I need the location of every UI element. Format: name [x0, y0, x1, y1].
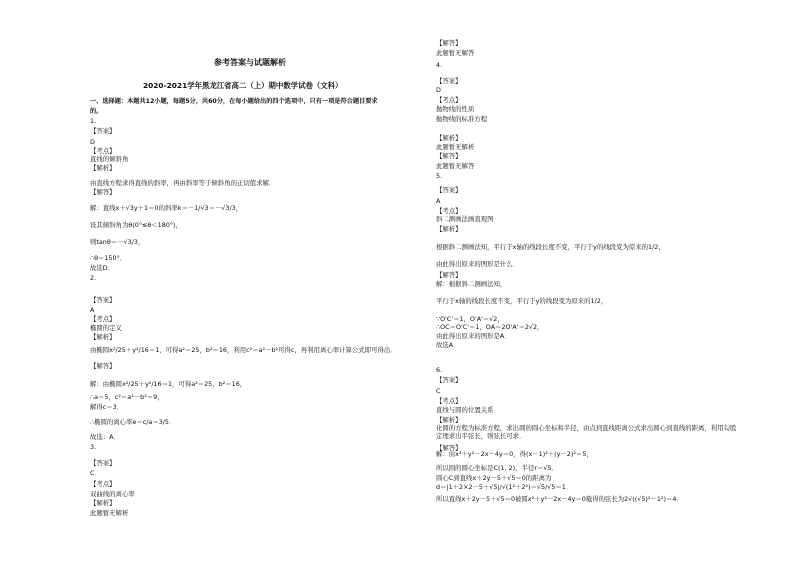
right-column-line: 【答案】: [436, 77, 462, 85]
left-column-line: 直线的倾斜角: [90, 155, 129, 163]
right-column-line: 斜二测画法画直观图: [436, 215, 494, 223]
right-column-line: A: [436, 197, 441, 205]
left-column-line: 【答案】: [90, 296, 116, 304]
right-column-line: 解：由x²＋y²－2x－4y＝0，得(x－1)²＋(y－2)²＝5，: [436, 450, 593, 458]
right-column-line: 【解答】: [436, 39, 462, 47]
right-column-line: 【解析】: [436, 134, 462, 142]
right-column-line: 定理求出半弦长，则弦长可求．: [436, 432, 526, 440]
right-column-line: 【考点】: [436, 207, 462, 215]
right-column-line: 【解析】: [436, 225, 462, 233]
right-column-line: 由此得出原来的图形是什么．: [436, 260, 520, 268]
left-column-line: 【答案】: [90, 127, 116, 135]
right-column-line: 6.: [436, 366, 443, 374]
right-column-line: ∵O'C'＝1，O'A'＝√2，: [436, 315, 504, 323]
left-column-line: 【解析】: [90, 499, 116, 507]
right-column-line: D: [436, 86, 441, 94]
left-column-line: 椭圆的定义: [90, 324, 122, 332]
right-column-line: 平行于x轴的线段长度不变，平行于y的线段变为原来的1/2，: [436, 297, 608, 305]
right-column-line: 【解答】: [436, 271, 462, 279]
left-column-line: ∴a＝5，c²＝a²－b²＝9，: [90, 393, 164, 401]
right-column-line: d＝|1＋2×2－5＋√5|/√(1²＋2²)＝√5/√5＝1．: [436, 483, 573, 491]
right-column-line: 4.: [436, 61, 443, 69]
exam-subtitle: 2020-2021学年黑龙江省高二（上）期中数学试卷（文科）: [143, 81, 343, 90]
right-column-line: 此题暂无解答: [436, 49, 475, 57]
right-column-line: 由此得出原来的图形是A．: [436, 332, 511, 340]
left-column-line: 2.: [90, 274, 97, 282]
right-column-line: 【解析】: [436, 416, 462, 424]
right-column-line: 此题暂无解析: [436, 143, 475, 151]
right-column-line: 抛物线的性质: [436, 105, 475, 113]
left-column-line: 故选：A．: [90, 433, 120, 441]
right-column-line: 5.: [436, 172, 443, 180]
right-column-line: 故选A．: [436, 341, 460, 349]
left-column-line: ∴椭圆的离心率e＝c/a＝3/5．: [90, 418, 176, 426]
section-heading-cont: 的。: [90, 108, 103, 115]
right-column-line: 【解答】: [436, 444, 462, 452]
left-column-line: C: [90, 469, 95, 477]
right-column-line: 抛物线的标准方程: [436, 115, 488, 123]
left-column-line: D: [90, 138, 95, 146]
right-column-line: 【考点】: [436, 397, 462, 405]
right-column-line: 此题暂无解答: [436, 162, 475, 170]
left-column-line: 设其倾斜角为θ(0°≤θ＜180°)，: [90, 221, 182, 229]
left-column-line: 【考点】: [90, 147, 116, 155]
left-column-line: 解：直线x＋√3y＋1＝0的斜率k＝－1/√3＝－√3/3，: [90, 204, 243, 212]
right-column-line: 直线与圆的位置关系: [436, 406, 494, 414]
right-column-line: 【解答】: [436, 152, 462, 160]
left-column-line: 【解答】: [90, 188, 116, 196]
left-column-line: 双曲线的离心率: [90, 490, 135, 498]
left-column-line: 解：由椭圆x²/25＋y²/16＝1，可得a²＝25，b²＝16，: [90, 380, 247, 388]
right-column-line: 圆心C到直线x＋2y－5＋√5＝0的距离为: [436, 474, 552, 482]
left-column-line: 1.: [90, 117, 97, 125]
section-heading: 一、选择题：本题共12小题，每题5分，共60分，在每小题给出的四个选项中，只有一项是符合题目要求: [90, 98, 378, 105]
left-column-line: 【解析】: [90, 333, 116, 341]
right-column-line: 解：根据斜二测画法知，: [436, 280, 507, 288]
right-column-line: 所以圆的圆心坐标是C(1, 2)，半径r＝√5．: [436, 464, 558, 472]
left-column-line: 【解析】: [90, 164, 116, 172]
left-column-line: 【答案】: [90, 459, 116, 467]
left-column-line: 【考点】: [90, 315, 116, 323]
left-column-line: 此题暂无解析: [90, 509, 129, 517]
right-column-line: 所以直线x＋2y－5＋√5＝0被圆x²＋y²－2x－4y＝0截得的弦长为2√((√5)²－1²)＝4．: [436, 495, 683, 503]
left-column-line: 则tanθ＝－√3/3，: [90, 238, 145, 246]
document-title: 参考答案与试题解析: [214, 58, 286, 67]
left-column-line: ∴θ＝150°．: [90, 254, 127, 262]
left-column-line: 【考点】: [90, 480, 116, 488]
right-column-line: 根据斜二测画法知，平行于x轴的线段长度不变，平行于y的线段变为原来的1/2，: [436, 243, 665, 251]
right-column-line: 【答案】: [436, 376, 462, 384]
right-column-line: C: [436, 387, 441, 395]
right-column-line: ∴OC＝O'C'＝1，OA＝2O'A'＝2√2，: [436, 323, 544, 331]
left-column-line: 解得c＝3．: [90, 403, 124, 411]
right-column-line: 【答案】: [436, 186, 462, 194]
left-column-line: 3.: [90, 443, 97, 451]
left-column-line: 故选D．: [90, 264, 115, 272]
left-column-line: 由直线方程求得直线的斜率，再由斜率等于倾斜角的正切值求解．: [90, 179, 276, 187]
right-column-line: 【考点】: [436, 96, 462, 104]
left-column-line: 由椭圆x²/25＋y²/16＝1，可得a²＝25，b²＝16，利用c²＝a²－b²可得c，再利用离心率计算公式即可得出．: [90, 346, 397, 354]
left-column-line: A: [90, 306, 95, 314]
right-column-line: 化圆的方程为标准方程，求出圆的圆心坐标和半径，由点到直线距离公式求出圆心到直线的距离，利用勾股: [436, 424, 737, 432]
left-column-line: 【解答】: [90, 362, 116, 370]
